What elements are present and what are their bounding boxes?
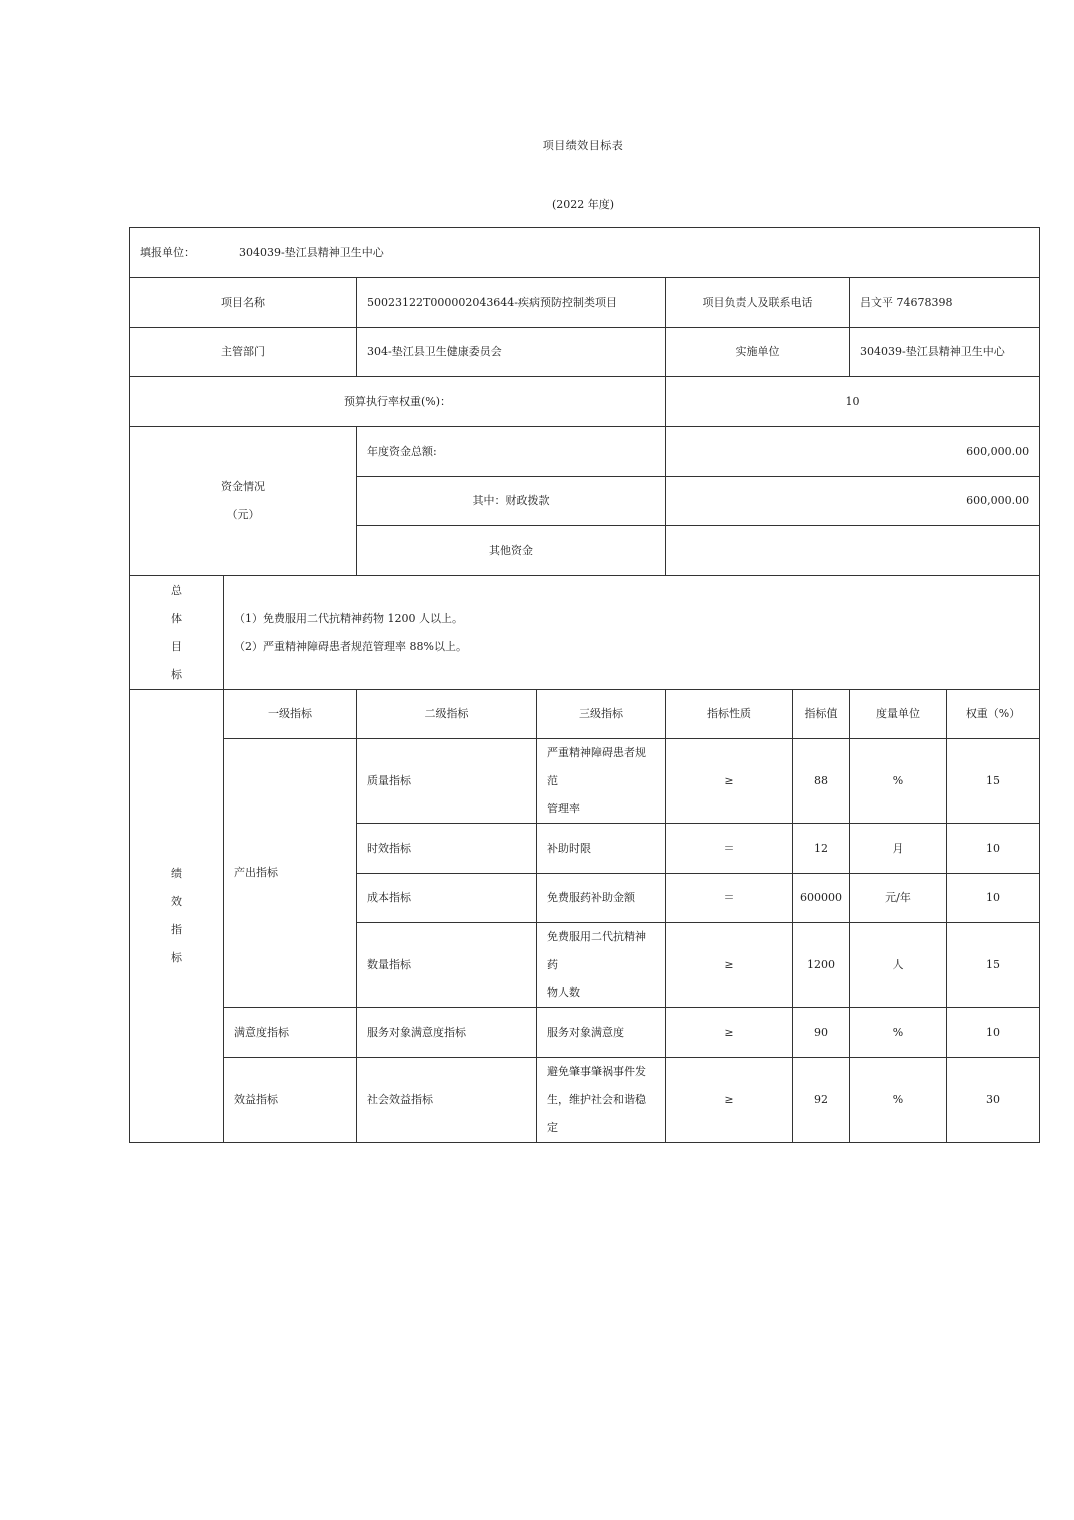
level3-cell [537, 1058, 666, 1143]
unit-cell: % [850, 1008, 947, 1058]
impl-value: 304039-垫江县精神卫生中心 [850, 328, 1040, 377]
level1-cell: 满意度指标 [224, 1008, 357, 1058]
nature-cell: ≥ [666, 739, 793, 824]
indicator-row [130, 1058, 1040, 1143]
overall-goal-row [130, 576, 1040, 690]
weight-cell: 10 [947, 1008, 1040, 1058]
fill-unit-value: 304039-垫江县精神卫生中心 [239, 245, 384, 259]
level2-cell: 时效指标 [357, 824, 537, 874]
value-cell: 1200 [793, 923, 850, 1008]
nature-cell: ＝ [666, 824, 793, 874]
fiscal-value: 600,000.00 [666, 477, 1040, 526]
nature-cell: ≥ [666, 1008, 793, 1058]
dept-value: 304-垫江县卫生健康委员会 [357, 328, 666, 377]
indicators-label-char: 绩 [171, 867, 182, 880]
contact-label: 项目负责人及联系电话 [666, 278, 850, 328]
level3-cell: 服务对象满意度 [537, 1008, 666, 1058]
fill-unit-cell [130, 228, 1040, 278]
unit-cell: % [850, 739, 947, 824]
budget-weight-value: 10 [666, 377, 1040, 427]
unit-cell: 人 [850, 923, 947, 1008]
indicators-label [130, 690, 224, 1143]
dept-label: 主管部门 [130, 328, 357, 377]
indicator-row [130, 1008, 1040, 1058]
value-cell: 600000 [793, 874, 850, 923]
fill-unit-label: 填报单位： [140, 245, 195, 259]
goal-item: （1）免费服用二代抗精神药物 1200 人以上。 [234, 611, 463, 625]
level3-cell [537, 739, 666, 824]
budget-weight-label: 预算执行率权重(%)： [130, 377, 666, 427]
funds-total-row [130, 427, 1040, 477]
nature-cell: ≥ [666, 1058, 793, 1143]
weight-cell: 10 [947, 874, 1040, 923]
document-year: (2022 年度) [551, 198, 615, 211]
level1-cell: 效益指标 [224, 1058, 357, 1143]
level3-line: 避免肇事肇祸事件发 [547, 1065, 646, 1078]
funds-label [130, 427, 357, 576]
level2-cell: 质量指标 [357, 739, 537, 824]
level3-line: 物人数 [547, 986, 580, 999]
value-cell: 12 [793, 824, 850, 874]
project-name-value: 50023122T000002043644-疾病预防控制类项目 [357, 278, 666, 328]
other-funds-label: 其他资金 [357, 526, 666, 576]
fiscal-label: 其中：财政拨款 [357, 477, 666, 526]
value-cell: 90 [793, 1008, 850, 1058]
overall-goal-label [130, 576, 224, 690]
header-value: 指标值 [793, 690, 850, 739]
goal-label-char: 目 [171, 639, 182, 653]
output-indicator-label: 产出指标 [224, 739, 357, 1008]
indicator-header-row [130, 690, 1040, 739]
level2-cell: 数量指标 [357, 923, 537, 1008]
value-cell: 92 [793, 1058, 850, 1143]
weight-cell: 15 [947, 923, 1040, 1008]
level2-cell: 社会效益指标 [357, 1058, 537, 1143]
value-cell: 88 [793, 739, 850, 824]
annual-total-value: 600,000.00 [666, 427, 1040, 477]
level3-cell: 补助时限 [537, 824, 666, 874]
dept-row [130, 328, 1040, 377]
weight-cell: 15 [947, 739, 1040, 824]
level3-line: 严重精神障碍患者规范 [547, 746, 646, 787]
annual-total-label: 年度资金总额: [357, 427, 666, 477]
goal-item: （2）严重精神障碍患者规范管理率 88%以上。 [234, 639, 467, 653]
contact-value: 吕文平 74678398 [850, 278, 1040, 328]
level3-cell: 免费服药补助金额 [537, 874, 666, 923]
level3-line: 免费服用二代抗精神药 [547, 930, 646, 971]
funds-label-line2: （元） [226, 508, 260, 521]
header-level1: 一级指标 [224, 690, 357, 739]
goal-label-char: 总 [171, 583, 182, 597]
nature-cell: ＝ [666, 874, 793, 923]
level3-cell [537, 923, 666, 1008]
level2-cell: 成本指标 [357, 874, 537, 923]
header-weight: 权重（%） [947, 690, 1040, 739]
impl-label: 实施单位 [666, 328, 850, 377]
indicator-row [130, 739, 1040, 824]
unit-cell: % [850, 1058, 947, 1143]
project-name-row [130, 278, 1040, 328]
document-title: 项目绩效目标表 [542, 139, 624, 152]
overall-goal-content [224, 576, 1040, 690]
nature-cell: ≥ [666, 923, 793, 1008]
performance-target-table [129, 227, 1040, 1143]
indicators-label-char: 指 [171, 923, 182, 936]
fill-unit-row [130, 228, 1040, 278]
header-unit: 度量单位 [850, 690, 947, 739]
goal-label-char: 体 [171, 611, 182, 625]
level3-line: 生，维护社会和谐稳定 [547, 1093, 646, 1134]
unit-cell: 元/年 [850, 874, 947, 923]
header-level2: 二级指标 [357, 690, 537, 739]
budget-weight-row [130, 377, 1040, 427]
level3-line: 管理率 [547, 802, 580, 815]
indicators-label-char: 标 [171, 951, 182, 964]
unit-cell: 月 [850, 824, 947, 874]
funds-label-line1: 资金情况 [221, 480, 265, 493]
other-funds-value [666, 526, 1040, 576]
project-name-label: 项目名称 [130, 278, 357, 328]
goal-label-char: 标 [171, 667, 182, 681]
indicators-label-char: 效 [171, 895, 182, 908]
weight-cell: 10 [947, 824, 1040, 874]
header-level3: 三级指标 [537, 690, 666, 739]
weight-cell: 30 [947, 1058, 1040, 1143]
header-nature: 指标性质 [666, 690, 793, 739]
level2-cell: 服务对象满意度指标 [357, 1008, 537, 1058]
